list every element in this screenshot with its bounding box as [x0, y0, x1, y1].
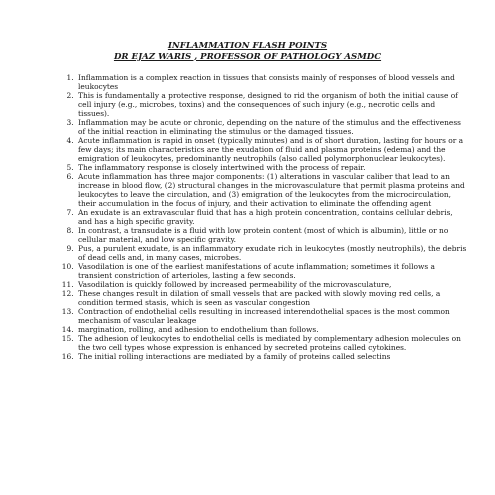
list-item: 16. The initial rolling interactions are mediated by a family of proteins called selectins [76, 352, 467, 361]
list-item: 4. Acute inflammation is rapid in onset (typically minutes) and is of short duration, lasting for hours or a few days; its main characteristics are the exudation of fluid and plasma proteins (edema) and the emigration of leukocytes, predominantly neutrophils (also called polymorphonuclear leukocytes). [76, 136, 467, 163]
list-item: 11. Vasodilation is quickly followed by increased permeability of the microvasculature, [76, 280, 467, 289]
author-line: DR EJAZ WARIS , PROFESSOR OF PATHOLOGY ASMDC [113, 51, 382, 62]
document-title: INFLAMMATION FLASH POINTS [167, 41, 328, 51]
list-item: 6. Acute inflammation has three major components: (1) alterations in vascular caliber that lead to an increase in blood flow, (2) structural changes in the microvasculature that permit plasma proteins and leukocytes to leave the circulation, and (3) emigration of the leukocytes from the microcirculation, their accumulation in the focus of injury, and their activation to eliminate the offending agent [76, 172, 467, 208]
flash-points-list [28, 73, 467, 361]
list-item: 3. Inflammation may be acute or chronic, depending on the nature of the stimulus and the effectiveness of the initial reaction in eliminating the stimulus or the damaged tissues. [76, 118, 467, 136]
list-item: 15. The adhesion of leukocytes to endothelial cells is mediated by complementary adhesion molecules on the two cell types whose expression is enhanced by secreted proteins called cytokines. [76, 334, 467, 352]
list-item: 7. An exudate is an extravascular fluid that has a high protein concentration, contains cellular debris, and has a high specific gravity. [76, 208, 467, 226]
title-block [28, 41, 467, 62]
list-item: 10. Vasodilation is one of the earliest manifestations of acute inflammation; sometimes it follows a transient constriction of arterioles, lasting a few seconds. [76, 262, 467, 280]
list-item: 8. In contrast, a transudate is a fluid with low protein content (most of which is albumin), little or no cellular material, and low specific gravity. [76, 226, 467, 244]
list-item: 13. Contraction of endothelial cells resulting in increased interendothelial spaces is the most common mechanism of vascular leakage [76, 307, 467, 325]
list-item: 12. These changes result in dilation of small vessels that are packed with slowly moving red cells, a condition termed stasis, which is seen as vascular congestion [76, 289, 467, 307]
list-item: 2. This is fundamentally a protective response, designed to rid the organism of both the initial cause of cell injury (e.g., microbes, toxins) and the consequences of such injury (e.g., necrotic cells and tissues). [76, 91, 467, 118]
list-item: 1. Inflammation is a complex reaction in tissues that consists mainly of responses of blood vessels and leukocytes [76, 73, 467, 91]
list-item: 14. margination, rolling, and adhesion to endothelium than follows. [76, 325, 467, 334]
list-item: 9. Pus, a purulent exudate, is an inflammatory exudate rich in leukocytes (mostly neutrophils), the debris of dead cells and, in many cases, microbes. [76, 244, 467, 262]
list-item: 5. The inflammatory response is closely intertwined with the process of repair. [76, 163, 467, 172]
